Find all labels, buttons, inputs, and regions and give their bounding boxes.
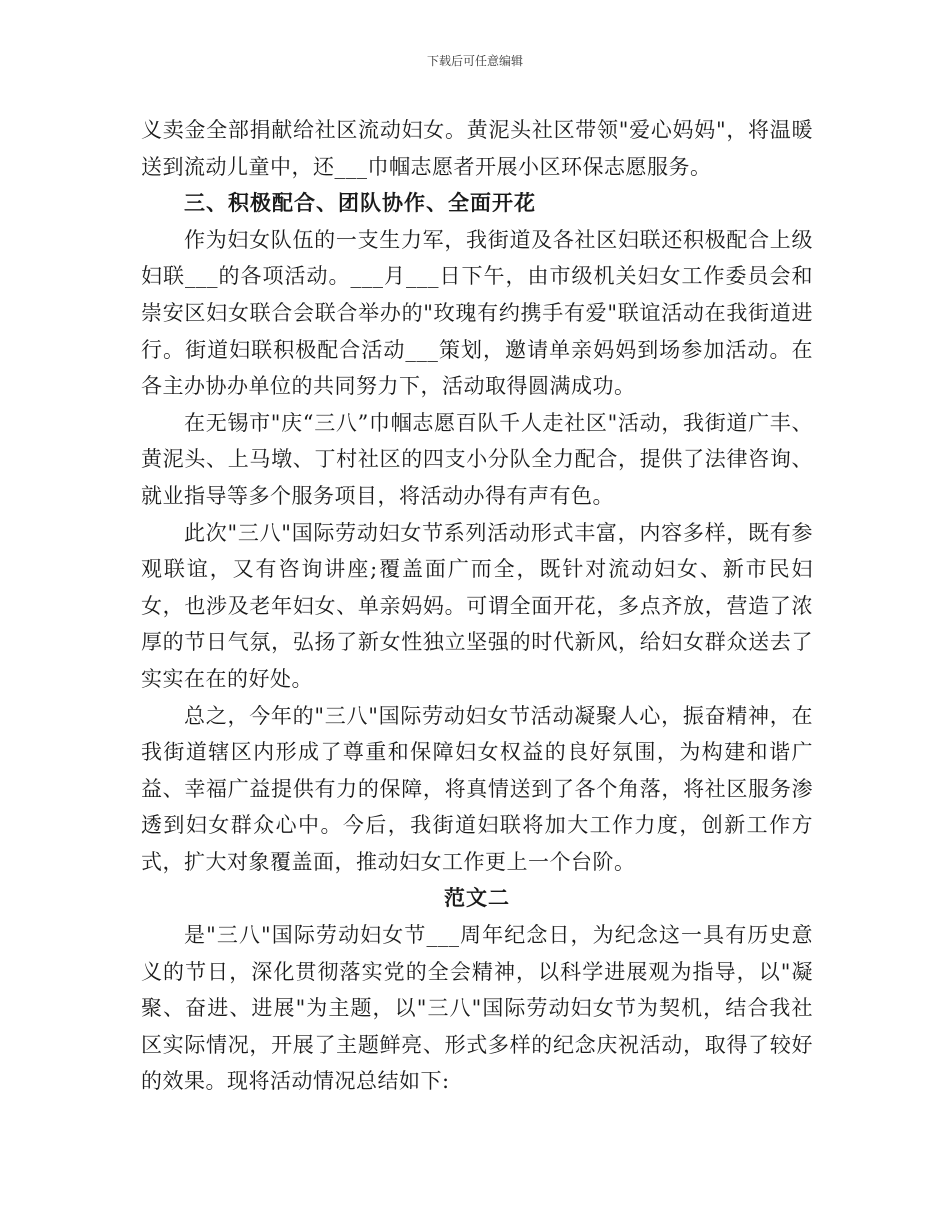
sample-title-2: 范文二: [444, 886, 510, 911]
paragraph-conclusion: 总之，今年的"三八"国际劳动妇女节活动凝聚人心，振奋精神，在我街道辖区内形成了尊重和保障妇女权益的良好氛围，为构建和谐广益、幸福广益提供有力的保障，将真情送到了各个角落，将社区服务渗透到妇女群众心中。今后，我街道妇联将加大工作力度，创新工作方式，扩大对象覆盖面，推动妇女工作更上一个台阶。: [141, 703, 813, 874]
paragraph-cooperation: 作为妇女队伍的一支生力军，我街道及各社区妇联还积极配合上级妇联___的各项活动。___月___日下午，由市级机关妇女工作委员会和崇安区妇女联合会联合举办的"玫瑰有约携手有爱"联谊活动在我街道进行。街道妇联积极配合活动___策划，邀请单亲妈妈到场参加活动。在各主办协办单位的共同努力下，活动取得圆满成功。: [141, 227, 813, 399]
page-header-note: 下载后可任意编辑: [426, 54, 523, 68]
paragraph-sample-2-intro: 是"三八"国际劳动妇女节___周年纪念日，为纪念这一具有历史意义的节日，深化贯彻落实党的全会精神，以科学进展观为指导，以"凝聚、奋进、进展"为主题，以"三八"国际劳动妇女节为契机，结合我社区实际情况，开展了主题鲜亮、形式多样的纪念庆祝活动，取得了较好的效果。现将活动情况总结如下:: [141, 923, 813, 1094]
paragraph-series-summary: 此次"三八"国际劳动妇女节系列活动形式丰富，内容多样，既有参观联谊，又有咨询讲座;覆盖面广而全，既针对流动妇女、新市民妇女，也涉及老年妇女、单亲妈妈。可谓全面开花，多点齐放，营造了浓厚的节日气氛，弘扬了新女性独立坚强的时代新风，给妇女群众送去了实实在在的好处。: [141, 520, 813, 691]
document-body: [141, 112, 813, 1100]
section-heading-3: 三、积极配合、团队协作、全面开花: [184, 191, 536, 216]
paragraph-wuxi-activity: 在无锡市"庆“三八”巾帼志愿百队千人走社区"活动，我街道广丰、黄泥头、上马墩、丁村社区的四支小分队全力配合，提供了法律咨询、就业指导等多个服务项目，将活动办得有声有色。: [141, 410, 813, 508]
paragraph-continuation: 义卖金全部捐献给社区流动妇女。黄泥头社区带领"爱心妈妈"，将温暖送到流动儿童中，还___巾帼志愿者开展小区环保志愿服务。: [141, 118, 813, 179]
